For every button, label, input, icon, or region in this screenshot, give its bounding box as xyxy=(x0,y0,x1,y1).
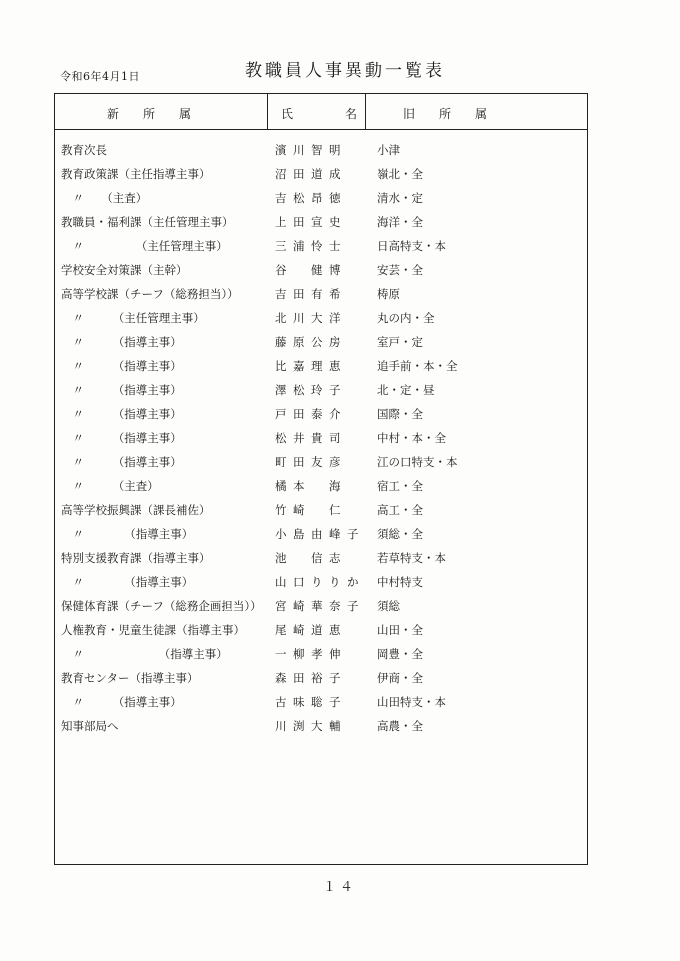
table-row xyxy=(55,594,587,618)
new-affiliation: 〃 （主査） xyxy=(61,479,159,493)
old-affiliation: 北・定・昼 xyxy=(377,383,435,397)
new-affiliation: 保健体育課（チーフ（総務企画担当）） xyxy=(61,599,262,613)
person-name: 竹崎 仁 xyxy=(275,503,347,517)
old-affiliation: 中村・本・全 xyxy=(377,431,446,445)
table-header xyxy=(55,94,587,130)
new-affiliation: 高等学校課（チーフ（総務担当）） xyxy=(61,287,239,301)
new-affiliation: 〃 （指導主事） xyxy=(61,407,182,421)
new-affiliation: 学校安全対策課（主幹） xyxy=(61,263,188,277)
table-row xyxy=(55,666,587,690)
new-affiliation: 〃 （指導主事） xyxy=(61,335,182,349)
new-affiliation: 〃 （指導主事） xyxy=(61,527,194,541)
table-row xyxy=(55,258,587,282)
old-affiliation: 若草特支・本 xyxy=(377,551,446,565)
person-name: 宮崎華奈子 xyxy=(275,599,365,613)
table-row xyxy=(55,474,587,498)
old-affiliation: 須総 xyxy=(377,599,400,613)
new-affiliation: 人権教育・児童生徒課（指導主事） xyxy=(61,623,245,637)
person-name: 松井貴司 xyxy=(275,431,347,445)
person-name: 川渕大輔 xyxy=(275,719,347,733)
old-affiliation: 追手前・本・全 xyxy=(377,359,458,373)
new-affiliation: 〃 （指導主事） xyxy=(61,383,182,397)
new-affiliation: 教育次長 xyxy=(61,143,107,157)
table-row xyxy=(55,378,587,402)
old-affiliation: 高工・全 xyxy=(377,503,423,517)
table-row xyxy=(55,522,587,546)
transfer-table xyxy=(54,93,588,865)
old-affiliation: 梼原 xyxy=(377,287,400,301)
table-row xyxy=(55,426,587,450)
header-divider xyxy=(365,94,366,129)
new-affiliation: 〃 （指導主事） xyxy=(61,359,182,373)
new-affiliation: 〃 （主任管理主事） xyxy=(61,239,228,253)
person-name: 山口りりか xyxy=(275,575,365,589)
person-name: 一柳孝伸 xyxy=(275,647,347,661)
new-affiliation: 教職員・福利課（主任管理主事） xyxy=(61,215,234,229)
new-affiliation: 高等学校振興課（課長補佐） xyxy=(61,503,211,517)
old-affiliation: 室戸・定 xyxy=(377,335,423,349)
new-affiliation: 特別支援教育課（指導主事） xyxy=(61,551,211,565)
table-row xyxy=(55,138,587,162)
table-row xyxy=(55,570,587,594)
table-row xyxy=(55,234,587,258)
person-name: 尾崎道恵 xyxy=(275,623,347,637)
old-affiliation: 山田・全 xyxy=(377,623,423,637)
table-row xyxy=(55,186,587,210)
new-affiliation: 〃 （指導主事） xyxy=(61,455,182,469)
document-title: 教職員人事異動一覧表 xyxy=(245,61,445,81)
person-name: 上田宣史 xyxy=(275,215,347,229)
table-row xyxy=(55,714,587,738)
old-affiliation: 小津 xyxy=(377,143,400,157)
table-row xyxy=(55,402,587,426)
old-affiliation: 伊商・全 xyxy=(377,671,423,685)
table-row xyxy=(55,330,587,354)
new-affiliation: 〃 （主任管理主事） xyxy=(61,311,205,325)
person-name: 橘本 海 xyxy=(275,479,347,493)
person-name: 沼田道成 xyxy=(275,167,347,181)
old-affiliation: 高農・全 xyxy=(377,719,423,733)
old-affiliation: 須総・全 xyxy=(377,527,423,541)
old-affiliation: 嶺北・全 xyxy=(377,167,423,181)
table-row xyxy=(55,546,587,570)
person-name: 吉田有希 xyxy=(275,287,347,301)
person-name: 北川大洋 xyxy=(275,311,347,325)
person-name: 澤松玲子 xyxy=(275,383,347,397)
table-row xyxy=(55,354,587,378)
new-affiliation: 教育政策課（主任指導主事） xyxy=(61,167,211,181)
new-affiliation: 教育センター（指導主事） xyxy=(61,671,199,685)
table-row xyxy=(55,450,587,474)
old-affiliation: 国際・全 xyxy=(377,407,423,421)
person-name: 三浦怜士 xyxy=(275,239,347,253)
old-affiliation: 清水・定 xyxy=(377,191,423,205)
header-divider xyxy=(267,94,268,129)
new-affiliation: 〃 （主査） xyxy=(61,191,148,205)
table-row xyxy=(55,210,587,234)
new-affiliation: 〃 （指導主事） xyxy=(61,695,182,709)
person-name: 小島由峰子 xyxy=(275,527,365,541)
person-name: 吉松昂徳 xyxy=(275,191,347,205)
old-affiliation: 中村特支 xyxy=(377,575,423,589)
table-body xyxy=(55,138,587,738)
new-affiliation: 〃 （指導主事） xyxy=(61,431,182,445)
person-name: 森田裕子 xyxy=(275,671,347,685)
person-name: 古味聡子 xyxy=(275,695,347,709)
header-old-affiliation: 旧 所 属 xyxy=(403,107,494,121)
table-row xyxy=(55,306,587,330)
person-name: 比嘉理恵 xyxy=(275,359,347,373)
old-affiliation: 岡豊・全 xyxy=(377,647,423,661)
header-name: 氏 名 xyxy=(281,107,362,121)
table-row xyxy=(55,162,587,186)
old-affiliation: 海洋・全 xyxy=(377,215,423,229)
old-affiliation: 山田特支・本 xyxy=(377,695,446,709)
person-name: 谷 健博 xyxy=(275,263,347,277)
person-name: 戸田泰介 xyxy=(275,407,347,421)
old-affiliation: 江の口特支・本 xyxy=(377,455,458,469)
header-new-affiliation: 新 所 属 xyxy=(107,107,198,121)
table-row xyxy=(55,642,587,666)
old-affiliation: 日高特支・本 xyxy=(377,239,446,253)
new-affiliation: 知事部局へ xyxy=(61,719,119,733)
person-name: 町田友彦 xyxy=(275,455,347,469)
old-affiliation: 宿工・全 xyxy=(377,479,423,493)
person-name: 池 信志 xyxy=(275,551,347,565)
table-row xyxy=(55,618,587,642)
table-row xyxy=(55,690,587,714)
page-number: １４ xyxy=(322,880,357,895)
document-date: 令和6年4月1日 xyxy=(60,70,140,83)
new-affiliation: 〃 （指導主事） xyxy=(61,647,228,661)
old-affiliation: 丸の内・全 xyxy=(377,311,435,325)
person-name: 濱川智明 xyxy=(275,143,347,157)
table-row xyxy=(55,282,587,306)
new-affiliation: 〃 （指導主事） xyxy=(61,575,194,589)
person-name: 藤原公房 xyxy=(275,335,347,349)
table-row xyxy=(55,498,587,522)
old-affiliation: 安芸・全 xyxy=(377,263,423,277)
